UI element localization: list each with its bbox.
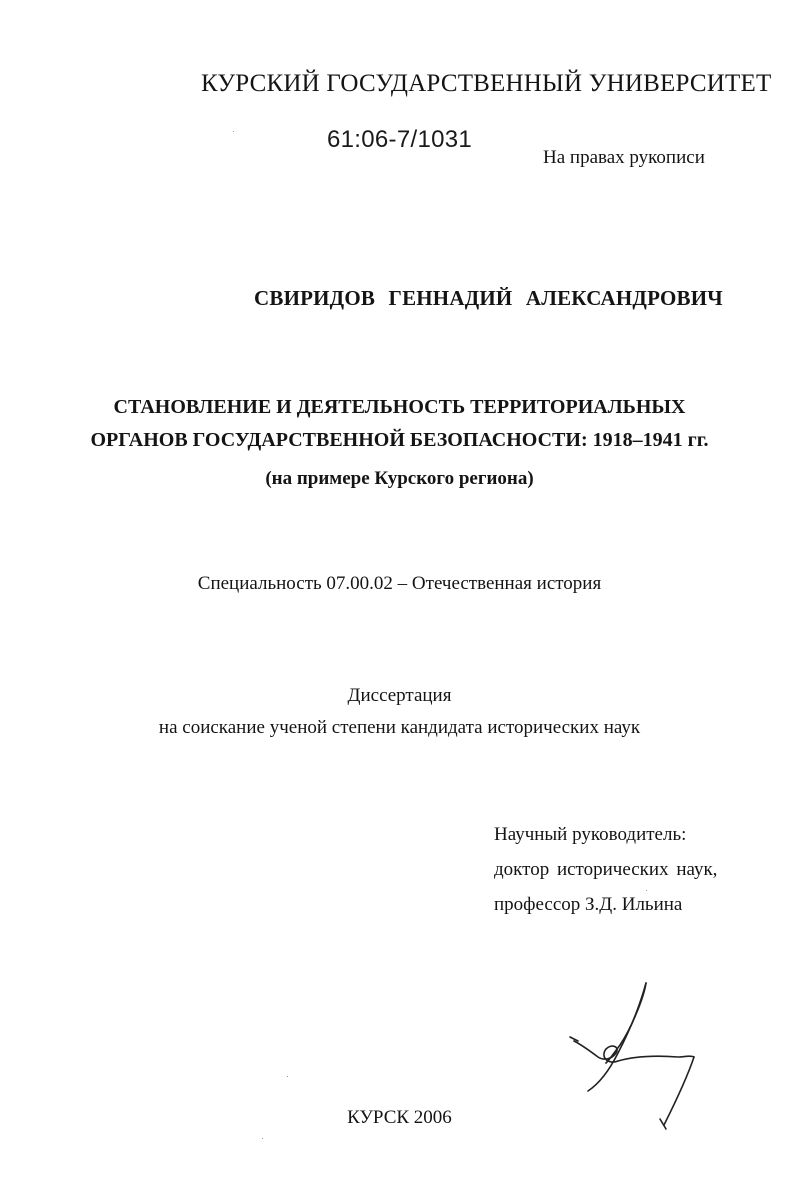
dissertation-type: Диссертация	[347, 685, 452, 706]
scan-speck	[262, 1138, 263, 1139]
scan-speck	[287, 1076, 288, 1077]
title-subtitle: (на примере Курского региона)	[265, 468, 534, 489]
specialty-line: Специальность 07.00.02 – Отечественная история	[197, 573, 602, 594]
city-year: КУРСК 2006	[347, 1107, 452, 1128]
supervisor-rank: доктор исторических наук,	[494, 859, 718, 880]
dissertation-degree: на соискание ученой степени кандидата исторических наук	[158, 717, 641, 738]
university-name: КУРСКИЙ ГОСУДАРСТВЕННЫЙ УНИВЕРСИТЕТ	[201, 70, 772, 97]
author-name: СВИРИДОВ ГЕННАДИЙ АЛЕКСАНДРОВИЧ	[254, 286, 723, 310]
supervisor-label: Научный руководитель:	[494, 824, 687, 845]
rights-note: На правах рукописи	[543, 147, 705, 168]
catalog-stamp: 61:06-7/1031	[327, 126, 473, 153]
scan-speck	[646, 890, 647, 891]
title-line-2: ОРГАНОВ ГОСУДАРСТВЕННОЙ БЕЗОПАСНОСТИ: 1918–1941 гг.	[90, 429, 709, 451]
supervisor-name: профессор З.Д. Ильина	[494, 894, 683, 915]
title-line-1: СТАНОВЛЕНИЕ И ДЕЯТЕЛЬНОСТЬ ТЕРРИТОРИАЛЬНЫХ	[113, 396, 686, 418]
scan-speck	[233, 131, 234, 132]
